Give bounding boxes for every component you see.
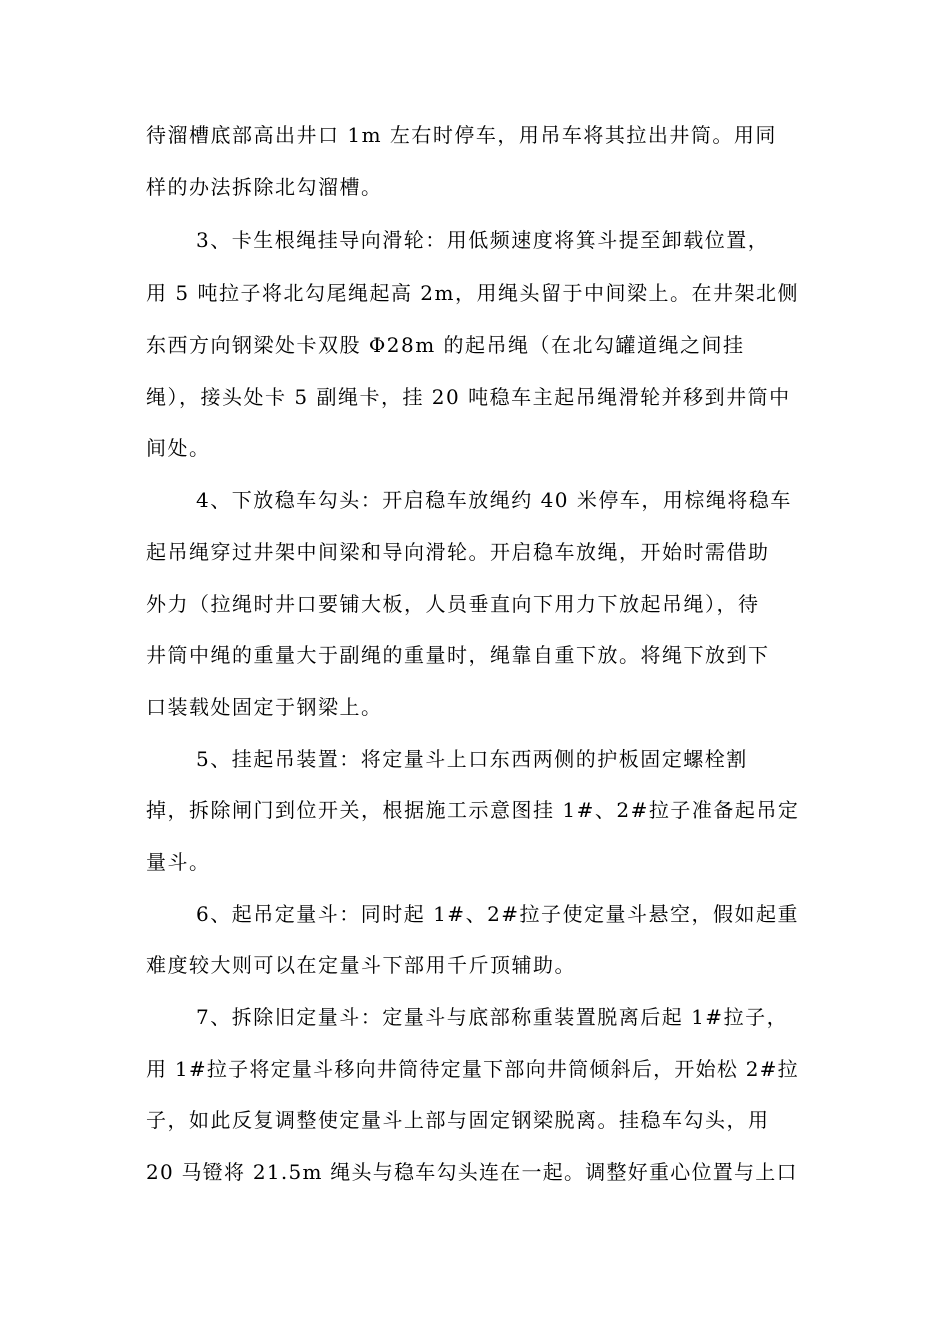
- text-line: 掉，拆除闸门到位开关，根据施工示意图挂 1#、2#拉子准备起吊定: [146, 798, 800, 822]
- text-line: 起吊绳穿过井架中间梁和导向滑轮。开启稳车放绳，开始时需借助: [146, 540, 770, 564]
- text-line: 用 1#拉子将定量斗移向井筒待定量下部向井筒倾斜后，开始松 2#拉: [146, 1057, 799, 1081]
- paragraph-3-start: 3、卡生根绳挂导向滑轮：用低频速度将箕斗提至卸载位置，: [196, 228, 770, 252]
- text-line: 井筒中绳的重量大于副绳的重量时，绳靠自重下放。将绳下放到下: [146, 643, 770, 667]
- text-line: 待溜槽底部高出井口 1m 左右时停车，用吊车将其拉出井筒。用同: [146, 123, 777, 147]
- text-line: 间处。: [146, 436, 211, 460]
- text-line: 量斗。: [146, 850, 211, 874]
- text-line: 样的办法拆除北勾溜槽。: [146, 175, 383, 199]
- text-line: 东西方向钢梁处卡双股 Φ28m 的起吊绳（在北勾罐道绳之间挂: [146, 333, 745, 357]
- paragraph-6-start: 6、起吊定量斗：同时起 1#、2#拉子使定量斗悬空，假如起重: [196, 902, 800, 926]
- text-line: 口装载处固定于钢梁上。: [146, 695, 383, 719]
- paragraph-4-start: 4、下放稳车勾头：开启稳车放绳约 40 米停车，用棕绳将稳车: [196, 488, 792, 512]
- text-line: 外力（拉绳时井口要铺大板，人员垂直向下用力下放起吊绳），待: [146, 592, 760, 616]
- text-line: 20 马镫将 21.5m 绳头与稳车勾头连在一起。调整好重心位置与上口: [146, 1160, 798, 1184]
- paragraph-7-start: 7、拆除旧定量斗：定量斗与底部称重装置脱离后起 1#拉子，: [196, 1005, 789, 1029]
- text-line: 用 5 吨拉子将北勾尾绳起高 2m，用绳头留于中间梁上。在井架北侧: [146, 281, 799, 305]
- text-line: 难度较大则可以在定量斗下部用千斤顶辅助。: [146, 953, 576, 977]
- text-line: 绳），接头处卡 5 副绳卡，挂 20 吨稳车主起吊绳滑轮并移到井筒中: [146, 385, 791, 409]
- text-line: 子，如此反复调整使定量斗上部与固定钢梁脱离。挂稳车勾头，用: [146, 1108, 770, 1132]
- paragraph-5-start: 5、挂起吊装置：将定量斗上口东西两侧的护板固定螺栓割: [196, 747, 748, 771]
